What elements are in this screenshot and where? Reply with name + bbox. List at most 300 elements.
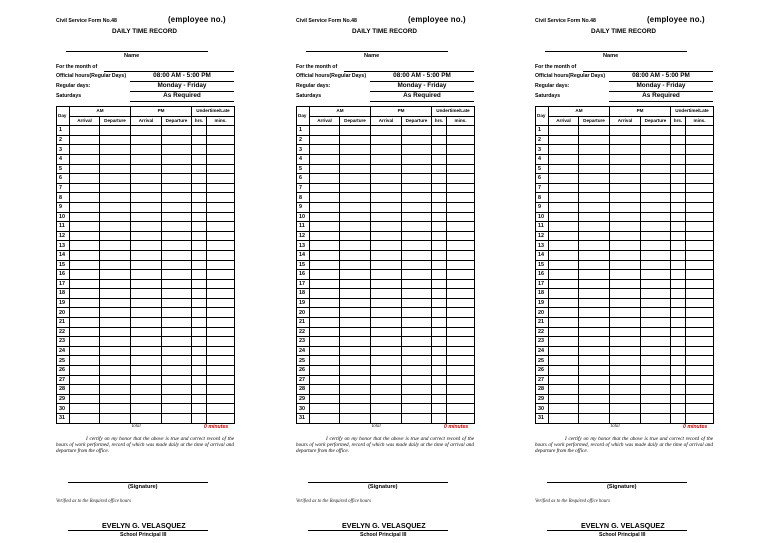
pm-arrival-cell[interactable] [610, 250, 641, 260]
undertime-mins-cell[interactable] [207, 346, 235, 356]
am-departure-cell[interactable] [579, 202, 610, 212]
pm-departure-cell[interactable] [402, 145, 432, 155]
undertime-hrs-cell[interactable] [671, 385, 686, 395]
pm-arrival-cell[interactable] [131, 414, 162, 424]
pm-arrival-cell[interactable] [131, 202, 162, 212]
pm-departure-cell[interactable] [162, 193, 192, 203]
am-arrival-cell[interactable] [70, 145, 100, 155]
am-arrival-cell[interactable] [549, 231, 579, 241]
pm-departure-cell[interactable] [641, 404, 671, 414]
undertime-hrs-cell[interactable] [432, 212, 447, 222]
am-arrival-cell[interactable] [70, 366, 100, 376]
pm-departure-cell[interactable] [641, 174, 671, 184]
undertime-hrs-cell[interactable] [192, 318, 207, 328]
am-arrival-cell[interactable] [549, 414, 579, 424]
pm-arrival-cell[interactable] [131, 404, 162, 414]
undertime-hrs-cell[interactable] [671, 154, 686, 164]
am-arrival-cell[interactable] [549, 279, 579, 289]
pm-departure-cell[interactable] [641, 375, 671, 385]
undertime-hrs-cell[interactable] [432, 414, 447, 424]
pm-departure-cell[interactable] [402, 126, 432, 136]
am-departure-cell[interactable] [579, 260, 610, 270]
undertime-hrs-cell[interactable] [432, 337, 447, 347]
undertime-hrs-cell[interactable] [671, 183, 686, 193]
undertime-mins-cell[interactable] [686, 346, 714, 356]
pm-departure-cell[interactable] [402, 414, 432, 424]
pm-departure-cell[interactable] [162, 250, 192, 260]
undertime-hrs-cell[interactable] [432, 404, 447, 414]
am-departure-cell[interactable] [579, 222, 610, 232]
undertime-mins-cell[interactable] [686, 174, 714, 184]
pm-departure-cell[interactable] [641, 385, 671, 395]
undertime-hrs-cell[interactable] [192, 298, 207, 308]
am-arrival-cell[interactable] [549, 270, 579, 280]
undertime-mins-cell[interactable] [686, 366, 714, 376]
pm-arrival-cell[interactable] [371, 164, 402, 174]
am-arrival-cell[interactable] [310, 356, 340, 366]
pm-arrival-cell[interactable] [371, 404, 402, 414]
am-departure-cell[interactable] [579, 193, 610, 203]
pm-arrival-cell[interactable] [371, 289, 402, 299]
undertime-mins-cell[interactable] [207, 212, 235, 222]
undertime-mins-cell[interactable] [207, 375, 235, 385]
undertime-mins-cell[interactable] [686, 327, 714, 337]
pm-departure-cell[interactable] [402, 327, 432, 337]
am-departure-cell[interactable] [100, 250, 131, 260]
undertime-mins-cell[interactable] [447, 279, 475, 289]
am-arrival-cell[interactable] [310, 337, 340, 347]
undertime-mins-cell[interactable] [686, 308, 714, 318]
undertime-mins-cell[interactable] [686, 385, 714, 395]
pm-arrival-cell[interactable] [371, 174, 402, 184]
undertime-hrs-cell[interactable] [671, 394, 686, 404]
pm-arrival-cell[interactable] [610, 298, 641, 308]
pm-arrival-cell[interactable] [371, 260, 402, 270]
undertime-hrs-cell[interactable] [192, 414, 207, 424]
undertime-hrs-cell[interactable] [432, 279, 447, 289]
undertime-mins-cell[interactable] [207, 126, 235, 136]
am-arrival-cell[interactable] [70, 385, 100, 395]
am-departure-cell[interactable] [340, 212, 371, 222]
am-arrival-cell[interactable] [310, 279, 340, 289]
am-departure-cell[interactable] [340, 222, 371, 232]
undertime-mins-cell[interactable] [686, 183, 714, 193]
am-departure-cell[interactable] [100, 174, 131, 184]
am-departure-cell[interactable] [100, 404, 131, 414]
am-departure-cell[interactable] [340, 318, 371, 328]
undertime-mins-cell[interactable] [207, 327, 235, 337]
pm-arrival-cell[interactable] [371, 231, 402, 241]
pm-departure-cell[interactable] [162, 260, 192, 270]
undertime-hrs-cell[interactable] [192, 126, 207, 136]
pm-departure-cell[interactable] [162, 414, 192, 424]
undertime-mins-cell[interactable] [447, 231, 475, 241]
undertime-mins-cell[interactable] [207, 164, 235, 174]
am-departure-cell[interactable] [100, 318, 131, 328]
am-arrival-cell[interactable] [549, 337, 579, 347]
pm-arrival-cell[interactable] [610, 337, 641, 347]
undertime-hrs-cell[interactable] [192, 289, 207, 299]
pm-departure-cell[interactable] [402, 164, 432, 174]
am-arrival-cell[interactable] [70, 260, 100, 270]
pm-departure-cell[interactable] [402, 366, 432, 376]
am-arrival-cell[interactable] [310, 270, 340, 280]
am-arrival-cell[interactable] [549, 404, 579, 414]
am-departure-cell[interactable] [100, 183, 131, 193]
pm-departure-cell[interactable] [162, 212, 192, 222]
am-arrival-cell[interactable] [70, 308, 100, 318]
pm-arrival-cell[interactable] [610, 183, 641, 193]
am-departure-cell[interactable] [340, 260, 371, 270]
undertime-hrs-cell[interactable] [192, 135, 207, 145]
am-arrival-cell[interactable] [70, 135, 100, 145]
pm-arrival-cell[interactable] [610, 174, 641, 184]
am-arrival-cell[interactable] [549, 356, 579, 366]
undertime-hrs-cell[interactable] [432, 260, 447, 270]
undertime-mins-cell[interactable] [447, 164, 475, 174]
am-arrival-cell[interactable] [70, 298, 100, 308]
undertime-hrs-cell[interactable] [192, 193, 207, 203]
undertime-hrs-cell[interactable] [432, 318, 447, 328]
undertime-mins-cell[interactable] [686, 260, 714, 270]
am-arrival-cell[interactable] [70, 154, 100, 164]
pm-arrival-cell[interactable] [131, 222, 162, 232]
pm-arrival-cell[interactable] [371, 222, 402, 232]
am-departure-cell[interactable] [100, 394, 131, 404]
pm-arrival-cell[interactable] [371, 154, 402, 164]
pm-arrival-cell[interactable] [610, 366, 641, 376]
undertime-hrs-cell[interactable] [432, 193, 447, 203]
am-arrival-cell[interactable] [70, 193, 100, 203]
undertime-hrs-cell[interactable] [671, 164, 686, 174]
am-arrival-cell[interactable] [549, 385, 579, 395]
undertime-hrs-cell[interactable] [432, 366, 447, 376]
undertime-mins-cell[interactable] [447, 222, 475, 232]
undertime-hrs-cell[interactable] [432, 145, 447, 155]
am-departure-cell[interactable] [100, 135, 131, 145]
am-departure-cell[interactable] [100, 346, 131, 356]
undertime-hrs-cell[interactable] [671, 279, 686, 289]
am-departure-cell[interactable] [100, 231, 131, 241]
undertime-mins-cell[interactable] [207, 366, 235, 376]
am-arrival-cell[interactable] [549, 308, 579, 318]
undertime-mins-cell[interactable] [447, 260, 475, 270]
undertime-mins-cell[interactable] [447, 212, 475, 222]
pm-departure-cell[interactable] [402, 174, 432, 184]
pm-departure-cell[interactable] [162, 126, 192, 136]
undertime-hrs-cell[interactable] [192, 241, 207, 251]
am-arrival-cell[interactable] [310, 414, 340, 424]
pm-arrival-cell[interactable] [371, 327, 402, 337]
am-departure-cell[interactable] [340, 375, 371, 385]
am-arrival-cell[interactable] [70, 126, 100, 136]
undertime-hrs-cell[interactable] [432, 154, 447, 164]
am-arrival-cell[interactable] [549, 260, 579, 270]
undertime-hrs-cell[interactable] [671, 231, 686, 241]
undertime-mins-cell[interactable] [686, 126, 714, 136]
pm-arrival-cell[interactable] [131, 375, 162, 385]
undertime-mins-cell[interactable] [686, 212, 714, 222]
am-arrival-cell[interactable] [70, 250, 100, 260]
pm-arrival-cell[interactable] [131, 394, 162, 404]
am-departure-cell[interactable] [340, 346, 371, 356]
undertime-mins-cell[interactable] [686, 154, 714, 164]
undertime-mins-cell[interactable] [447, 385, 475, 395]
undertime-hrs-cell[interactable] [192, 346, 207, 356]
am-departure-cell[interactable] [340, 154, 371, 164]
am-departure-cell[interactable] [579, 414, 610, 424]
undertime-mins-cell[interactable] [207, 337, 235, 347]
undertime-hrs-cell[interactable] [432, 222, 447, 232]
am-arrival-cell[interactable] [549, 193, 579, 203]
am-arrival-cell[interactable] [549, 126, 579, 136]
undertime-hrs-cell[interactable] [192, 212, 207, 222]
am-departure-cell[interactable] [579, 279, 610, 289]
pm-arrival-cell[interactable] [131, 260, 162, 270]
undertime-hrs-cell[interactable] [671, 135, 686, 145]
pm-arrival-cell[interactable] [131, 279, 162, 289]
am-arrival-cell[interactable] [310, 241, 340, 251]
am-departure-cell[interactable] [340, 250, 371, 260]
am-departure-cell[interactable] [100, 212, 131, 222]
am-arrival-cell[interactable] [310, 174, 340, 184]
pm-departure-cell[interactable] [162, 375, 192, 385]
pm-departure-cell[interactable] [162, 154, 192, 164]
undertime-mins-cell[interactable] [686, 145, 714, 155]
am-departure-cell[interactable] [340, 231, 371, 241]
pm-arrival-cell[interactable] [371, 212, 402, 222]
am-departure-cell[interactable] [579, 164, 610, 174]
undertime-mins-cell[interactable] [447, 270, 475, 280]
am-departure-cell[interactable] [340, 327, 371, 337]
pm-departure-cell[interactable] [402, 270, 432, 280]
pm-departure-cell[interactable] [641, 250, 671, 260]
undertime-mins-cell[interactable] [447, 404, 475, 414]
pm-departure-cell[interactable] [402, 241, 432, 251]
am-arrival-cell[interactable] [310, 318, 340, 328]
pm-departure-cell[interactable] [162, 356, 192, 366]
pm-arrival-cell[interactable] [131, 327, 162, 337]
pm-arrival-cell[interactable] [131, 183, 162, 193]
pm-departure-cell[interactable] [162, 183, 192, 193]
pm-departure-cell[interactable] [641, 145, 671, 155]
pm-departure-cell[interactable] [162, 318, 192, 328]
undertime-hrs-cell[interactable] [432, 241, 447, 251]
am-arrival-cell[interactable] [310, 346, 340, 356]
pm-arrival-cell[interactable] [610, 318, 641, 328]
am-departure-cell[interactable] [340, 174, 371, 184]
am-departure-cell[interactable] [579, 385, 610, 395]
undertime-hrs-cell[interactable] [192, 231, 207, 241]
undertime-hrs-cell[interactable] [432, 183, 447, 193]
undertime-hrs-cell[interactable] [192, 222, 207, 232]
undertime-hrs-cell[interactable] [192, 270, 207, 280]
am-departure-cell[interactable] [100, 260, 131, 270]
pm-arrival-cell[interactable] [610, 356, 641, 366]
pm-arrival-cell[interactable] [610, 289, 641, 299]
am-departure-cell[interactable] [100, 145, 131, 155]
undertime-mins-cell[interactable] [447, 202, 475, 212]
undertime-mins-cell[interactable] [686, 193, 714, 203]
undertime-hrs-cell[interactable] [671, 260, 686, 270]
am-departure-cell[interactable] [340, 135, 371, 145]
am-arrival-cell[interactable] [310, 154, 340, 164]
pm-arrival-cell[interactable] [610, 145, 641, 155]
pm-departure-cell[interactable] [402, 337, 432, 347]
pm-departure-cell[interactable] [402, 394, 432, 404]
pm-arrival-cell[interactable] [131, 212, 162, 222]
am-departure-cell[interactable] [100, 222, 131, 232]
am-departure-cell[interactable] [100, 327, 131, 337]
am-arrival-cell[interactable] [310, 145, 340, 155]
pm-departure-cell[interactable] [402, 289, 432, 299]
undertime-mins-cell[interactable] [686, 289, 714, 299]
undertime-mins-cell[interactable] [447, 375, 475, 385]
am-departure-cell[interactable] [100, 375, 131, 385]
undertime-hrs-cell[interactable] [192, 202, 207, 212]
pm-arrival-cell[interactable] [610, 308, 641, 318]
am-arrival-cell[interactable] [70, 375, 100, 385]
am-departure-cell[interactable] [100, 414, 131, 424]
am-arrival-cell[interactable] [549, 318, 579, 328]
am-departure-cell[interactable] [579, 250, 610, 260]
undertime-hrs-cell[interactable] [432, 270, 447, 280]
undertime-mins-cell[interactable] [447, 241, 475, 251]
pm-departure-cell[interactable] [641, 279, 671, 289]
pm-arrival-cell[interactable] [610, 270, 641, 280]
pm-departure-cell[interactable] [162, 346, 192, 356]
pm-arrival-cell[interactable] [371, 414, 402, 424]
undertime-mins-cell[interactable] [686, 375, 714, 385]
pm-arrival-cell[interactable] [371, 145, 402, 155]
pm-departure-cell[interactable] [162, 366, 192, 376]
am-departure-cell[interactable] [579, 366, 610, 376]
pm-arrival-cell[interactable] [131, 231, 162, 241]
undertime-hrs-cell[interactable] [192, 154, 207, 164]
pm-departure-cell[interactable] [402, 212, 432, 222]
pm-departure-cell[interactable] [641, 126, 671, 136]
undertime-hrs-cell[interactable] [432, 327, 447, 337]
undertime-mins-cell[interactable] [207, 414, 235, 424]
undertime-hrs-cell[interactable] [432, 356, 447, 366]
undertime-hrs-cell[interactable] [432, 202, 447, 212]
undertime-hrs-cell[interactable] [192, 145, 207, 155]
pm-departure-cell[interactable] [402, 375, 432, 385]
am-departure-cell[interactable] [100, 270, 131, 280]
pm-departure-cell[interactable] [402, 222, 432, 232]
am-departure-cell[interactable] [340, 394, 371, 404]
pm-arrival-cell[interactable] [131, 337, 162, 347]
undertime-hrs-cell[interactable] [192, 404, 207, 414]
pm-arrival-cell[interactable] [610, 385, 641, 395]
am-arrival-cell[interactable] [70, 337, 100, 347]
am-departure-cell[interactable] [340, 404, 371, 414]
undertime-mins-cell[interactable] [207, 202, 235, 212]
am-arrival-cell[interactable] [70, 414, 100, 424]
undertime-hrs-cell[interactable] [671, 327, 686, 337]
am-departure-cell[interactable] [579, 346, 610, 356]
pm-arrival-cell[interactable] [610, 404, 641, 414]
am-arrival-cell[interactable] [310, 327, 340, 337]
pm-arrival-cell[interactable] [131, 318, 162, 328]
undertime-hrs-cell[interactable] [192, 174, 207, 184]
pm-arrival-cell[interactable] [610, 346, 641, 356]
undertime-hrs-cell[interactable] [671, 270, 686, 280]
pm-arrival-cell[interactable] [131, 385, 162, 395]
am-departure-cell[interactable] [100, 279, 131, 289]
am-arrival-cell[interactable] [549, 183, 579, 193]
pm-arrival-cell[interactable] [371, 298, 402, 308]
undertime-hrs-cell[interactable] [192, 250, 207, 260]
am-arrival-cell[interactable] [310, 164, 340, 174]
am-departure-cell[interactable] [340, 145, 371, 155]
undertime-mins-cell[interactable] [686, 279, 714, 289]
pm-arrival-cell[interactable] [371, 126, 402, 136]
am-arrival-cell[interactable] [70, 174, 100, 184]
pm-departure-cell[interactable] [402, 202, 432, 212]
undertime-mins-cell[interactable] [207, 289, 235, 299]
am-arrival-cell[interactable] [70, 356, 100, 366]
am-arrival-cell[interactable] [310, 260, 340, 270]
undertime-mins-cell[interactable] [207, 241, 235, 251]
undertime-hrs-cell[interactable] [192, 327, 207, 337]
undertime-hrs-cell[interactable] [671, 289, 686, 299]
am-arrival-cell[interactable] [549, 327, 579, 337]
pm-arrival-cell[interactable] [371, 250, 402, 260]
pm-departure-cell[interactable] [402, 404, 432, 414]
am-arrival-cell[interactable] [549, 174, 579, 184]
am-arrival-cell[interactable] [70, 279, 100, 289]
am-arrival-cell[interactable] [310, 385, 340, 395]
pm-departure-cell[interactable] [162, 385, 192, 395]
am-departure-cell[interactable] [579, 404, 610, 414]
pm-departure-cell[interactable] [162, 222, 192, 232]
undertime-mins-cell[interactable] [686, 270, 714, 280]
pm-arrival-cell[interactable] [610, 231, 641, 241]
undertime-hrs-cell[interactable] [671, 174, 686, 184]
pm-departure-cell[interactable] [641, 135, 671, 145]
undertime-hrs-cell[interactable] [671, 241, 686, 251]
am-arrival-cell[interactable] [70, 212, 100, 222]
undertime-hrs-cell[interactable] [671, 193, 686, 203]
pm-departure-cell[interactable] [162, 164, 192, 174]
undertime-mins-cell[interactable] [686, 164, 714, 174]
pm-arrival-cell[interactable] [131, 356, 162, 366]
undertime-hrs-cell[interactable] [671, 308, 686, 318]
am-arrival-cell[interactable] [70, 404, 100, 414]
am-departure-cell[interactable] [340, 126, 371, 136]
undertime-hrs-cell[interactable] [432, 135, 447, 145]
am-arrival-cell[interactable] [549, 202, 579, 212]
am-arrival-cell[interactable] [310, 193, 340, 203]
am-arrival-cell[interactable] [70, 289, 100, 299]
am-arrival-cell[interactable] [70, 241, 100, 251]
am-departure-cell[interactable] [579, 241, 610, 251]
pm-departure-cell[interactable] [402, 308, 432, 318]
am-departure-cell[interactable] [100, 289, 131, 299]
pm-departure-cell[interactable] [641, 241, 671, 251]
undertime-hrs-cell[interactable] [432, 394, 447, 404]
am-arrival-cell[interactable] [549, 375, 579, 385]
undertime-mins-cell[interactable] [207, 231, 235, 241]
undertime-hrs-cell[interactable] [671, 222, 686, 232]
am-departure-cell[interactable] [340, 385, 371, 395]
pm-departure-cell[interactable] [641, 154, 671, 164]
am-arrival-cell[interactable] [549, 135, 579, 145]
undertime-hrs-cell[interactable] [192, 260, 207, 270]
pm-departure-cell[interactable] [402, 250, 432, 260]
pm-departure-cell[interactable] [402, 260, 432, 270]
